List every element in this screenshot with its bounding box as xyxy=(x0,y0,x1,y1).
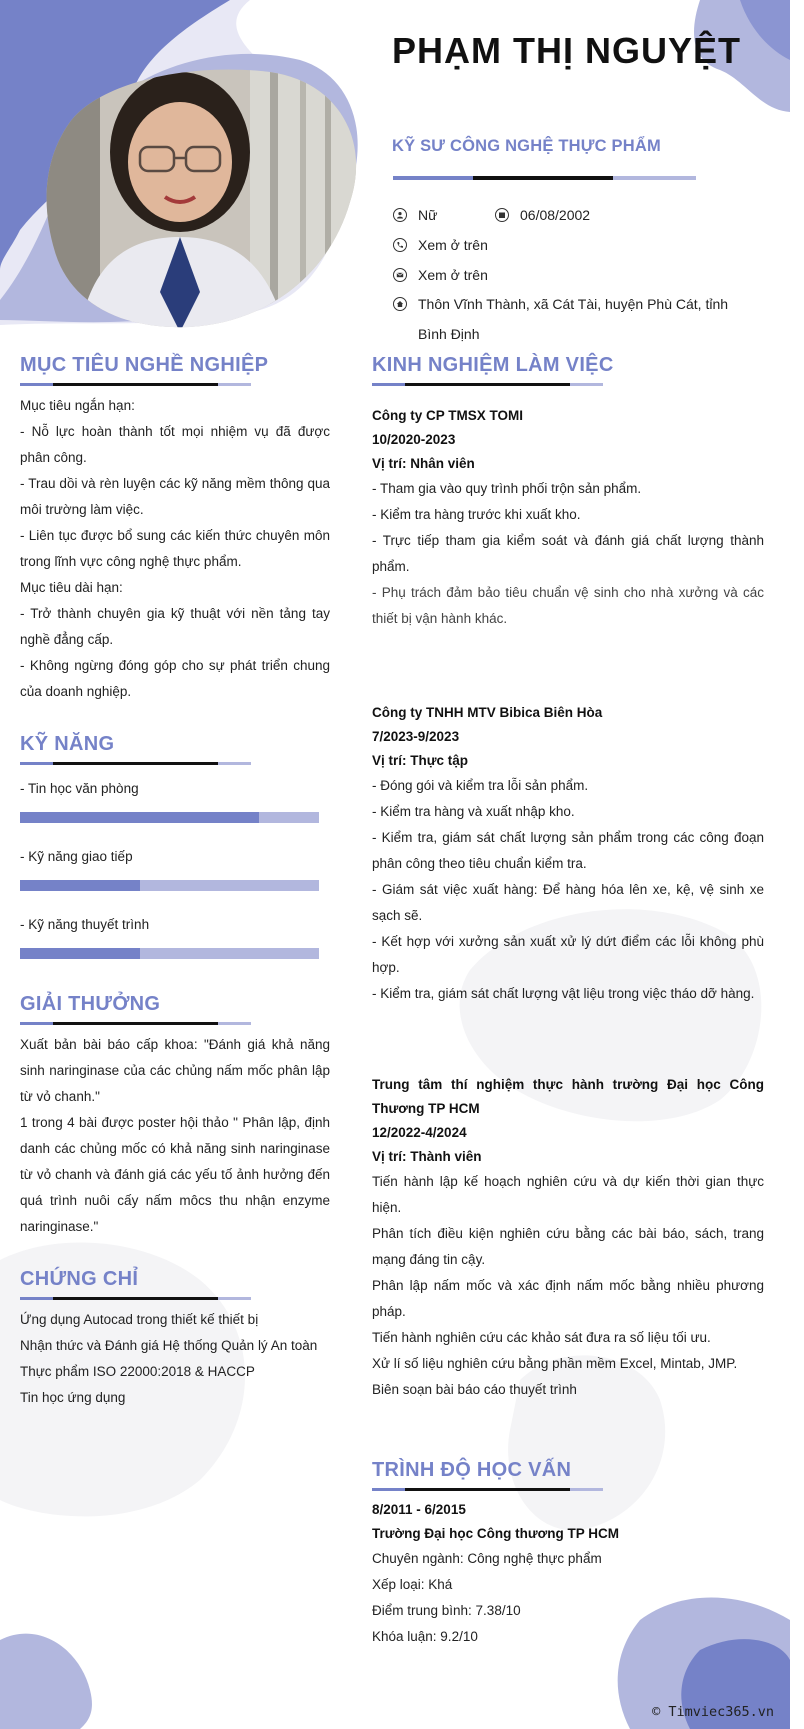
job-line: Phân lập nấm mốc và xác định nấm mốc bằng nhiều phương pháp. xyxy=(372,1278,764,1319)
birthday-value: 06/08/2002 xyxy=(520,207,591,223)
email-value: Xem ở trên xyxy=(418,267,488,283)
phone-icon xyxy=(393,238,407,252)
job-line: Tiến hành lập kế hoạch nghiên cứu và dự kiến thời gian thực hiện. xyxy=(372,1174,764,1215)
job-company: Trung tâm thí nghiệm thực hành trường Đại học Công Thương TP HCM xyxy=(372,1077,764,1116)
email-row xyxy=(393,267,488,283)
job-line: - Kết hợp với xưởng sản xuất xử lý dứt điểm các lỗi không phù hợp. xyxy=(372,934,764,975)
skill-fill xyxy=(20,948,140,959)
skill-fill xyxy=(20,812,259,823)
education-school: Trường Đại học Công thương TP HCM xyxy=(372,1526,619,1541)
title-divider xyxy=(393,176,696,180)
skill-label: - Tin học văn phòng xyxy=(20,781,139,796)
job-period: 10/2020-2023 xyxy=(372,432,456,447)
job-line: Phân tích điều kiện nghiên cứu bằng các bài báo, sách, trang mạng đáng tin cậy. xyxy=(372,1226,764,1267)
skills-divider xyxy=(20,762,251,765)
job-line: Biên soạn bài báo cáo thuyết trình xyxy=(372,1382,577,1397)
certificates-title: CHỨNG CHỈ xyxy=(20,1268,139,1290)
job-position: Vị trí: Thực tập xyxy=(372,753,469,768)
phone-value: Xem ở trên xyxy=(418,237,488,253)
job-line: - Kiểm tra, giám sát chất lượng vật liệu trong việc tháo dỡ hàng. xyxy=(372,986,755,1001)
education-divider xyxy=(372,1488,603,1491)
education-title: TRÌNH ĐỘ HỌC VẤN xyxy=(372,1459,572,1481)
candidate-name: PHẠM THỊ NGUYỆT xyxy=(392,30,742,71)
skill-fill xyxy=(20,880,140,891)
award-line: Xuất bản bài báo cấp khoa: "Đánh giá khả năng sinh naringinase của các chủng nấm mốc phân lập từ vỏ chanh." xyxy=(20,1037,330,1104)
objective-line: - Trở thành chuyên gia kỹ thuật với nền tảng tay nghề đẳng cấp. xyxy=(20,606,330,647)
certificate-line: Tin học ứng dụng xyxy=(20,1390,126,1405)
objective-line: - Trau dồi và rèn luyện các kỹ năng mềm thông qua môi trường làm việc. xyxy=(20,476,330,517)
address-row xyxy=(393,289,733,349)
skill-label: - Kỹ năng thuyết trình xyxy=(20,917,150,932)
job-line: - Kiểm tra hàng trước khi xuất kho. xyxy=(372,507,581,522)
calendar-icon xyxy=(495,208,509,222)
awards-divider xyxy=(20,1022,251,1025)
job-line: - Đóng gói và kiểm tra lỗi sản phẩm. xyxy=(372,778,589,793)
objective-line: - Không ngừng đóng góp cho sự phát triển chung của doanh nghiệp. xyxy=(20,658,330,699)
skill-bar-presentation xyxy=(20,948,319,959)
awards-title: GIẢI THƯỞNG xyxy=(20,993,161,1015)
skills-title: KỸ NĂNG xyxy=(20,733,115,755)
awards-text xyxy=(20,1032,330,1240)
job-position: Vị trí: Nhân viên xyxy=(372,456,475,471)
skill-label: - Kỹ năng giao tiếp xyxy=(20,849,133,864)
education-line: Xếp loại: Khá xyxy=(372,1577,453,1592)
objective-text xyxy=(20,393,330,705)
job-line: - Giám sát việc xuất hàng: Để hàng hóa lên xe, kệ, vệ sinh xe sạch sẽ. xyxy=(372,882,764,923)
education-line: Điểm trung bình: 7.38/10 xyxy=(372,1603,521,1618)
experience-divider xyxy=(372,383,603,386)
skill-bar-communication xyxy=(20,880,319,891)
birthday-row xyxy=(495,207,590,223)
job-line: - Kiểm tra, giám sát chất lượng sản phẩm trong các công đoạn phân công theo tiêu chuẩn kiểm tra. xyxy=(372,830,764,871)
certificate-line: Ứng dụng Autocad trong thiết kế thiết bị xyxy=(20,1312,259,1327)
job-period: 7/2023-9/2023 xyxy=(372,729,460,744)
experience-title: KINH NGHIỆM LÀM VIỆC xyxy=(372,354,614,376)
education-period: 8/2011 - 6/2015 xyxy=(372,1502,466,1517)
education-entry xyxy=(372,1498,764,1650)
job-line: - Tham gia vào quy trình phối trộn sản phẩm. xyxy=(372,481,642,496)
job-line: - Trực tiếp tham gia kiểm soát và đánh giá chất lượng thành phẩm. xyxy=(372,533,764,574)
certificates-text xyxy=(20,1307,330,1411)
job-position: Vị trí: Thành viên xyxy=(372,1149,482,1164)
certificate-line: Nhận thức và Đánh giá Hệ thống Quản lý An toàn Thực phẩm ISO 22000:2018 & HACCP xyxy=(20,1338,318,1379)
job-company: Công ty TNHH MTV Bibica Biên Hòa xyxy=(372,705,603,720)
award-line: 1 trong 4 bài được poster hội thảo " Phân lập, định danh các chủng mốc có khả năng sinh naringinase từ vỏ chanh và đánh giá các yếu tố ảnh hưởng đến quá trình nuôi cấy nấm môcs thu nhận enzyme naringinase." xyxy=(20,1115,330,1234)
job-line: - Phụ trách đảm bảo tiêu chuẩn vệ sinh cho nhà xưởng và các thiết bị vận hành khác. xyxy=(372,585,764,626)
job-line: - Kiểm tra hàng và xuất nhập kho. xyxy=(372,804,575,819)
job-entry xyxy=(372,701,764,1007)
certificates-divider xyxy=(20,1297,251,1300)
mail-icon xyxy=(393,268,407,282)
objective-line: Mục tiêu dài hạn: xyxy=(20,580,123,595)
objective-line: - Nỗ lực hoàn thành tốt mọi nhiệm vụ đã được phân công. xyxy=(20,424,330,465)
watermark: © Timviec365.vn xyxy=(652,1704,774,1720)
job-title: KỸ SƯ CÔNG NGHỆ THỰC PHẨM xyxy=(392,137,661,155)
objective-title: MỤC TIÊU NGHỀ NGHIỆP xyxy=(20,354,269,376)
objective-line: Mục tiêu ngắn hạn: xyxy=(20,398,135,413)
job-line: Xử lí số liệu nghiên cứu bằng phần mềm Excel, Mintab, JMP. xyxy=(372,1356,738,1371)
objective-divider xyxy=(20,383,251,386)
job-entry xyxy=(372,404,764,632)
phone-row xyxy=(393,237,488,253)
avatar xyxy=(40,62,360,332)
address-value: Thôn Vĩnh Thành, xã Cát Tài, huyện Phù Cát, tỉnh Bình Định xyxy=(418,296,729,342)
job-line: Tiến hành nghiên cứu các khảo sát đưa ra số liệu tối ưu. xyxy=(372,1330,711,1345)
user-icon xyxy=(393,208,407,222)
gender-row xyxy=(393,207,437,223)
education-line: Khóa luận: 9.2/10 xyxy=(372,1629,478,1644)
objective-line: - Liên tục được bổ sung các kiến thức chuyên môn trong lĩnh vực công nghệ thực phẩm. xyxy=(20,528,330,569)
job-entry xyxy=(372,1073,764,1403)
education-line: Chuyên ngành: Công nghệ thực phẩm xyxy=(372,1551,602,1566)
skill-bar-office xyxy=(20,812,319,823)
job-company: Công ty CP TMSX TOMI xyxy=(372,408,524,423)
gender-value: Nữ xyxy=(418,207,438,223)
home-icon xyxy=(393,297,407,311)
job-period: 12/2022-4/2024 xyxy=(372,1125,467,1140)
